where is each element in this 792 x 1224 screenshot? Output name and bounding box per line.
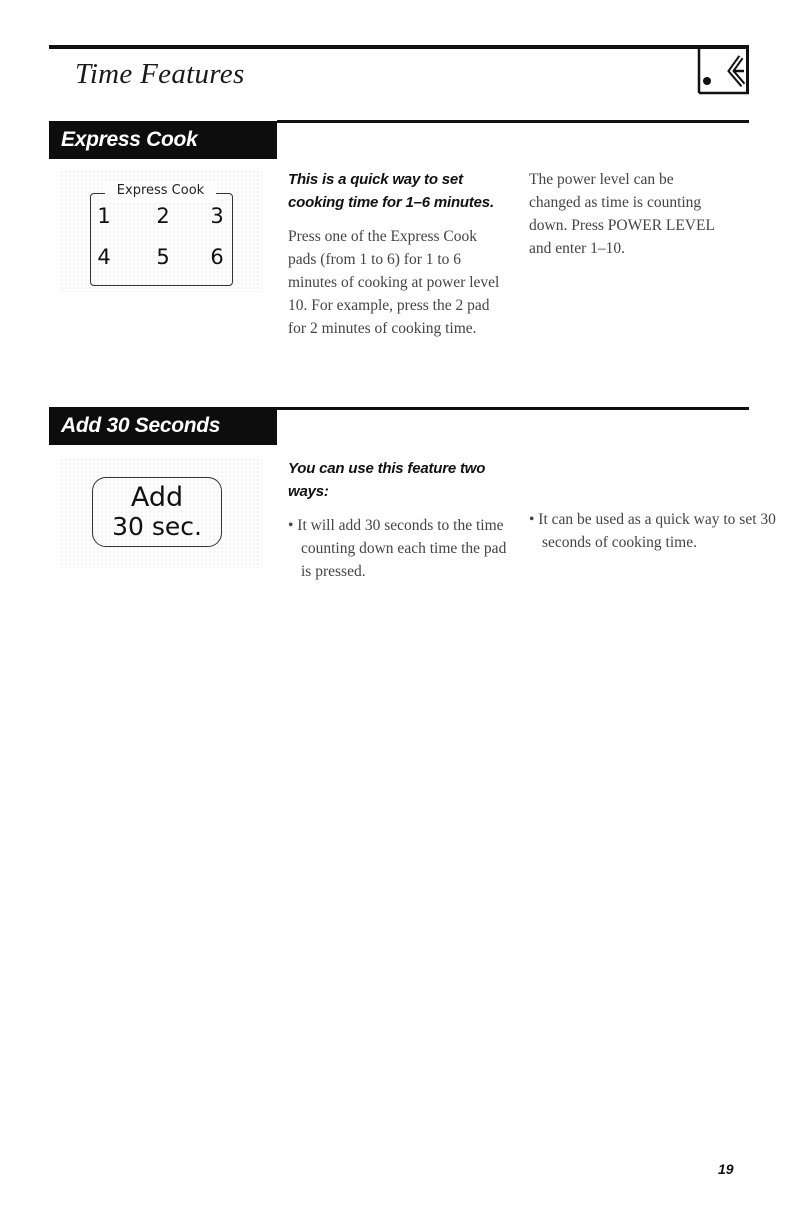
keypad-label: Express Cook (105, 181, 216, 201)
add-30-rule (277, 407, 749, 410)
express-cook-body: Press one of the Express Cook pads (from 1 to 6) for 1 to 6 minutes of cooking at power level 10. For example, press the 2 pad for 2 minutes of cooking time. (288, 228, 500, 337)
keypad-key-5: 5 (156, 245, 170, 269)
header-rule (49, 45, 749, 49)
express-cook-rule (277, 120, 749, 123)
add-30-bullet-1: • It will add 30 seconds to the time counting down each time the pad is pressed. (288, 517, 507, 580)
add-30-bullet-2: • It can be used as a quick way to set 30 seconds of cooking time. (529, 511, 776, 551)
keypad-key-6: 6 (210, 245, 224, 269)
keypad-key-2: 2 (156, 204, 170, 228)
page-number: 19 (718, 1161, 734, 1177)
express-cook-lead: This is a quick way to set cooking time for 1–6 minutes. (288, 171, 494, 211)
keypad-key-3: 3 (210, 204, 224, 228)
add-pad-line2: 30 sec. (112, 512, 202, 541)
page-title: Time Features (75, 58, 245, 90)
add-30-heading: Add 30 Seconds (49, 407, 277, 445)
add-pad-line1: Add (130, 482, 184, 513)
power-level-note: The power level can be changed as time is counting down. Press POWER LEVEL and enter 1–10. (529, 171, 715, 257)
add-30-lead: You can use this feature two ways: (288, 460, 486, 500)
express-cook-heading: Express Cook (49, 121, 277, 159)
keypad-key-1: 1 (97, 204, 111, 228)
keypad-key-4: 4 (97, 245, 111, 269)
chapter-tab-icon (697, 49, 749, 95)
